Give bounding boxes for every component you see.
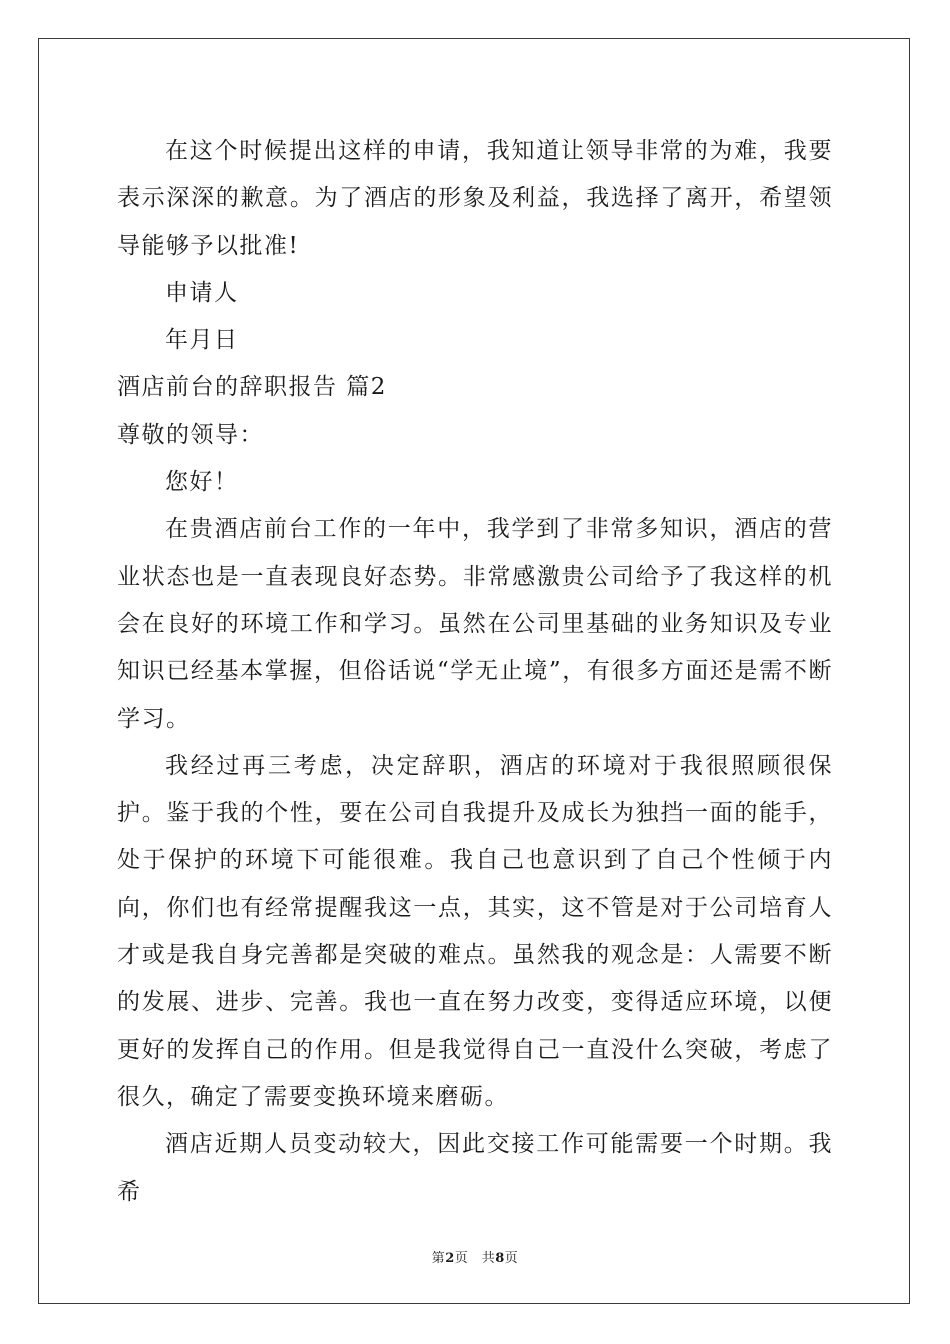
- page-mid: 页 共: [454, 1251, 496, 1266]
- paragraph-apology: 在这个时候提出这样的申请，我知道让领导非常的为难，我要表示深深的歉意。为了酒店的形象及利益，我选择了离开，希望领导能够予以批准!: [117, 138, 833, 259]
- page-footer: [0, 1247, 950, 1266]
- signature-date: 年月日: [165, 327, 239, 354]
- greeting: 您好！: [165, 469, 239, 496]
- section-title: 酒店前台的辞职报告 篇2: [117, 374, 387, 401]
- page-total: 8: [495, 1251, 505, 1266]
- document-body: [117, 128, 833, 1216]
- page-current: 2: [445, 1251, 455, 1266]
- paragraph-experience: 在贵酒店前台工作的一年中，我学到了非常多知识，酒店的营业状态也是一直表现良好态势。非常感激贵公司给予了我这样的机会在良好的环境工作和学习。虽然在公司里基础的业务知识及专业知识已经基本掌握，但俗话说“学无止境”，有很多方面还是需不断学习。: [117, 516, 833, 732]
- page-prefix: 第: [431, 1251, 446, 1266]
- paragraph-handover: 酒店近期人员变动较大，因此交接工作可能需要一个时期。我希: [117, 1131, 833, 1205]
- salutation: 尊敬的领导：: [117, 421, 264, 448]
- paragraph-reason: 我经过再三考虑，决定辞职，酒店的环境对于我很照顾很保护。鉴于我的个性，要在公司自我提升及成长为独挡一面的能手，处于保护的环境下可能很难。我自己也意识到了自己个性倾于内向，你们也有经常提醒我这一点，其实，这不管是对于公司培育人才或是我自身完善都是突破的难点。虽然我的观念是：人需要不断的发展、进步、完善。我也一直在努力改变，变得适应环境，以便更好的发挥自己的作用。但是我觉得自己一直没什么突破，考虑了很久，确定了需要变换环境来磨砺。: [117, 752, 833, 1110]
- page-suffix: 页: [504, 1251, 519, 1266]
- signature-applicant: 申请人: [165, 279, 239, 306]
